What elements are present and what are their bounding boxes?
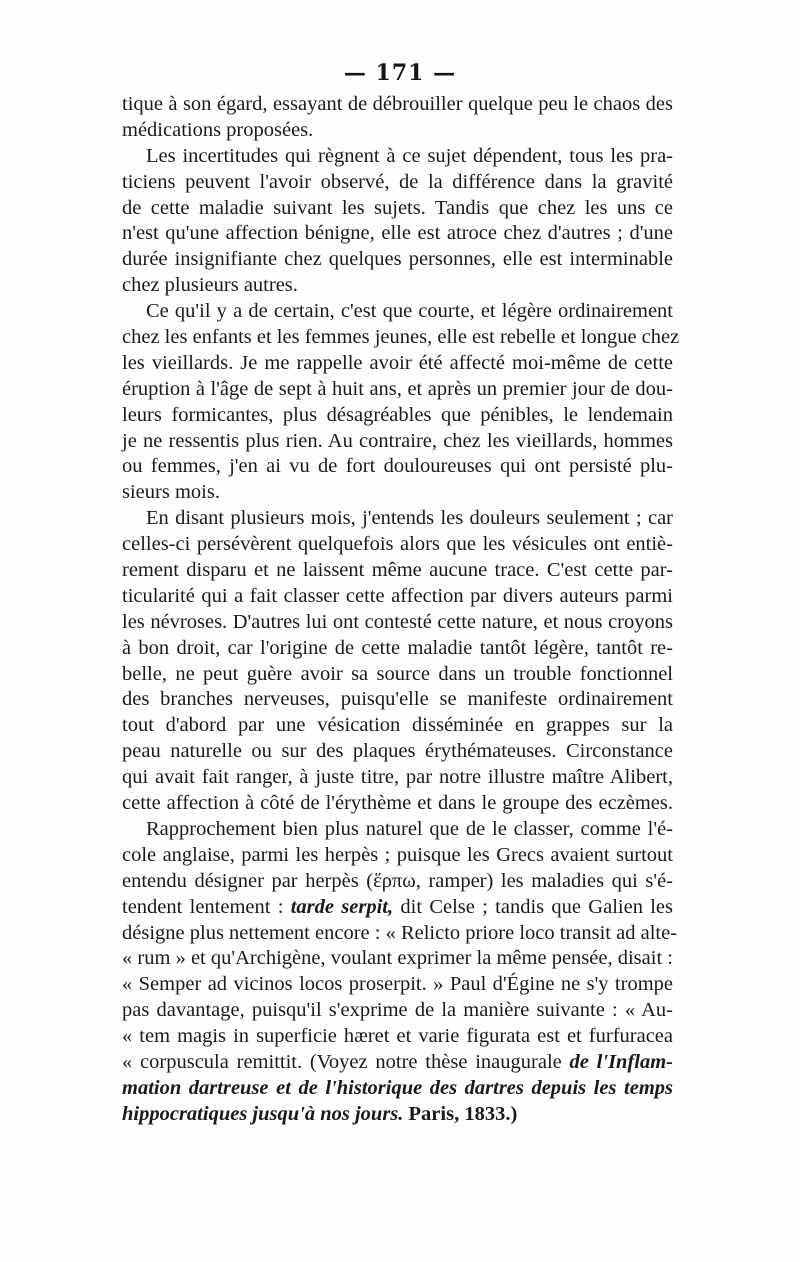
text-line: leurs formicantes, plus désagréables que pénibles, le lendemain — [122, 403, 673, 426]
text-line: Rapprochement bien plus naturel que de le classer, comme l'é- — [146, 817, 673, 840]
body-text — [122, 92, 680, 1128]
text-line — [122, 895, 673, 921]
text-line: chez plusieurs autres. — [122, 274, 298, 297]
text-line: « tem magis in superficie hæret et varie figurata est et furfuracea — [122, 1025, 673, 1048]
text-line: les névroses. D'autres lui ont contesté cette nature, et nous croyons — [122, 610, 673, 633]
page-number: — 171 — — [343, 60, 457, 86]
text-line: tout d'abord par une vésication disséminée en grappes sur la — [122, 714, 673, 737]
text-line: chez les enfants et les femmes jeunes, elle est rebelle et longue chez — [122, 326, 680, 349]
text-line: les vieillards. Je me rappelle avoir été affecté moi-même de cette — [122, 351, 673, 374]
text-line: sieurs mois. — [122, 481, 220, 504]
text-line: Ce qu'il y a de certain, c'est que courte, et légère ordinairement — [146, 300, 673, 323]
text-line: de cette maladie suivant les sujets. Tandis que chez les uns ce — [122, 196, 673, 219]
text-line: qui avait fait ranger, à juste titre, par notre illustre maître Alibert, — [122, 766, 673, 789]
text-line: belle, ne peut guère avoir sa source dans un trouble fonctionnel — [122, 662, 673, 685]
text-line: n'est qu'une affection bénigne, elle est atroce chez d'autres ; d'une — [122, 222, 673, 245]
text-line — [122, 1050, 673, 1076]
text-line: cole anglaise, parmi les herpès ; puisque les Grecs avaient surtout — [122, 843, 673, 866]
text-line: éruption à l'âge de sept à huit ans, et après un premier jour de dou- — [122, 377, 673, 400]
text-line: tique à son égard, essayant de débrouiller quelque peu le chaos des — [122, 93, 673, 115]
text-line: « rum » et qu'Archigène, voulant exprimer la même pensée, disait : — [122, 947, 673, 970]
italic-run: hippocratiques jusqu'à nos jours. — [122, 1102, 404, 1125]
text-line — [122, 1076, 673, 1102]
text-line: « Semper ad vicinos locos proserpit. » Paul d'Égine ne s'y trompe — [122, 973, 673, 996]
text-line: à bon droit, car l'origine de cette maladie tantôt légère, tantôt re- — [122, 636, 673, 659]
text-line: peau naturelle ou sur des plaques érythémateuses. Circonstance — [122, 740, 673, 763]
text-line: ou femmes, j'en ai vu de fort douloureuses qui ont persisté plu- — [122, 455, 673, 478]
italic-run: mation dartreuse et de l'historique des dartres depuis les temps — [122, 1076, 673, 1099]
text-run: « corpuscula remittit. (Voyez notre thèse inaugurale — [122, 1050, 570, 1073]
text-line: entendu désigner par herpès (ἕρπω, ramper) les maladies qui s'é- — [122, 869, 673, 892]
text-line: rement disparu et ne laissent même aucune trace. C'est cette par- — [122, 559, 673, 582]
text-run: Paris, 1833.) — [403, 1102, 518, 1125]
italic-run: tarde serpit, — [290, 895, 394, 918]
text-line: je ne ressentis plus rien. Au contraire, chez les vieillards, hommes — [122, 429, 673, 452]
text-line: médications proposées. — [122, 118, 314, 141]
italic-run: de l'Inflam- — [569, 1050, 673, 1073]
text-line: ticiens peuvent l'avoir observé, de la différence dans la gravité — [122, 170, 673, 193]
text-run: dit Celse ; tandis que Galien les — [393, 895, 673, 918]
text-line: celles-ci persévèrent quelquefois alors que les vésicules ont entiè- — [122, 533, 673, 556]
text-run: tendent lentement : — [122, 895, 291, 918]
text-line: pas davantage, puisqu'il s'exprime de la manière suivante : « Au- — [122, 999, 673, 1022]
text-line: des branches nerveuses, puisqu'elle se manifeste ordinairement — [122, 688, 673, 711]
text-line: Les incertitudes qui règnent à ce sujet dépendent, tous les pra- — [146, 144, 673, 167]
text-line: cette affection à côté de l'érythème et dans le groupe des eczèmes. — [122, 792, 673, 815]
text-line — [122, 1102, 673, 1128]
text-line: durée insignifiante chez quelques personnes, elle est interminable — [122, 248, 673, 271]
text-line: ticularité qui a fait classer cette affection par divers auteurs parmi — [122, 584, 673, 607]
text-line: désigne plus nettement encore : « Relicto priore loco transit ad alte- — [122, 921, 678, 944]
text-line: En disant plusieurs mois, j'entends les douleurs seulement ; car — [146, 507, 673, 530]
